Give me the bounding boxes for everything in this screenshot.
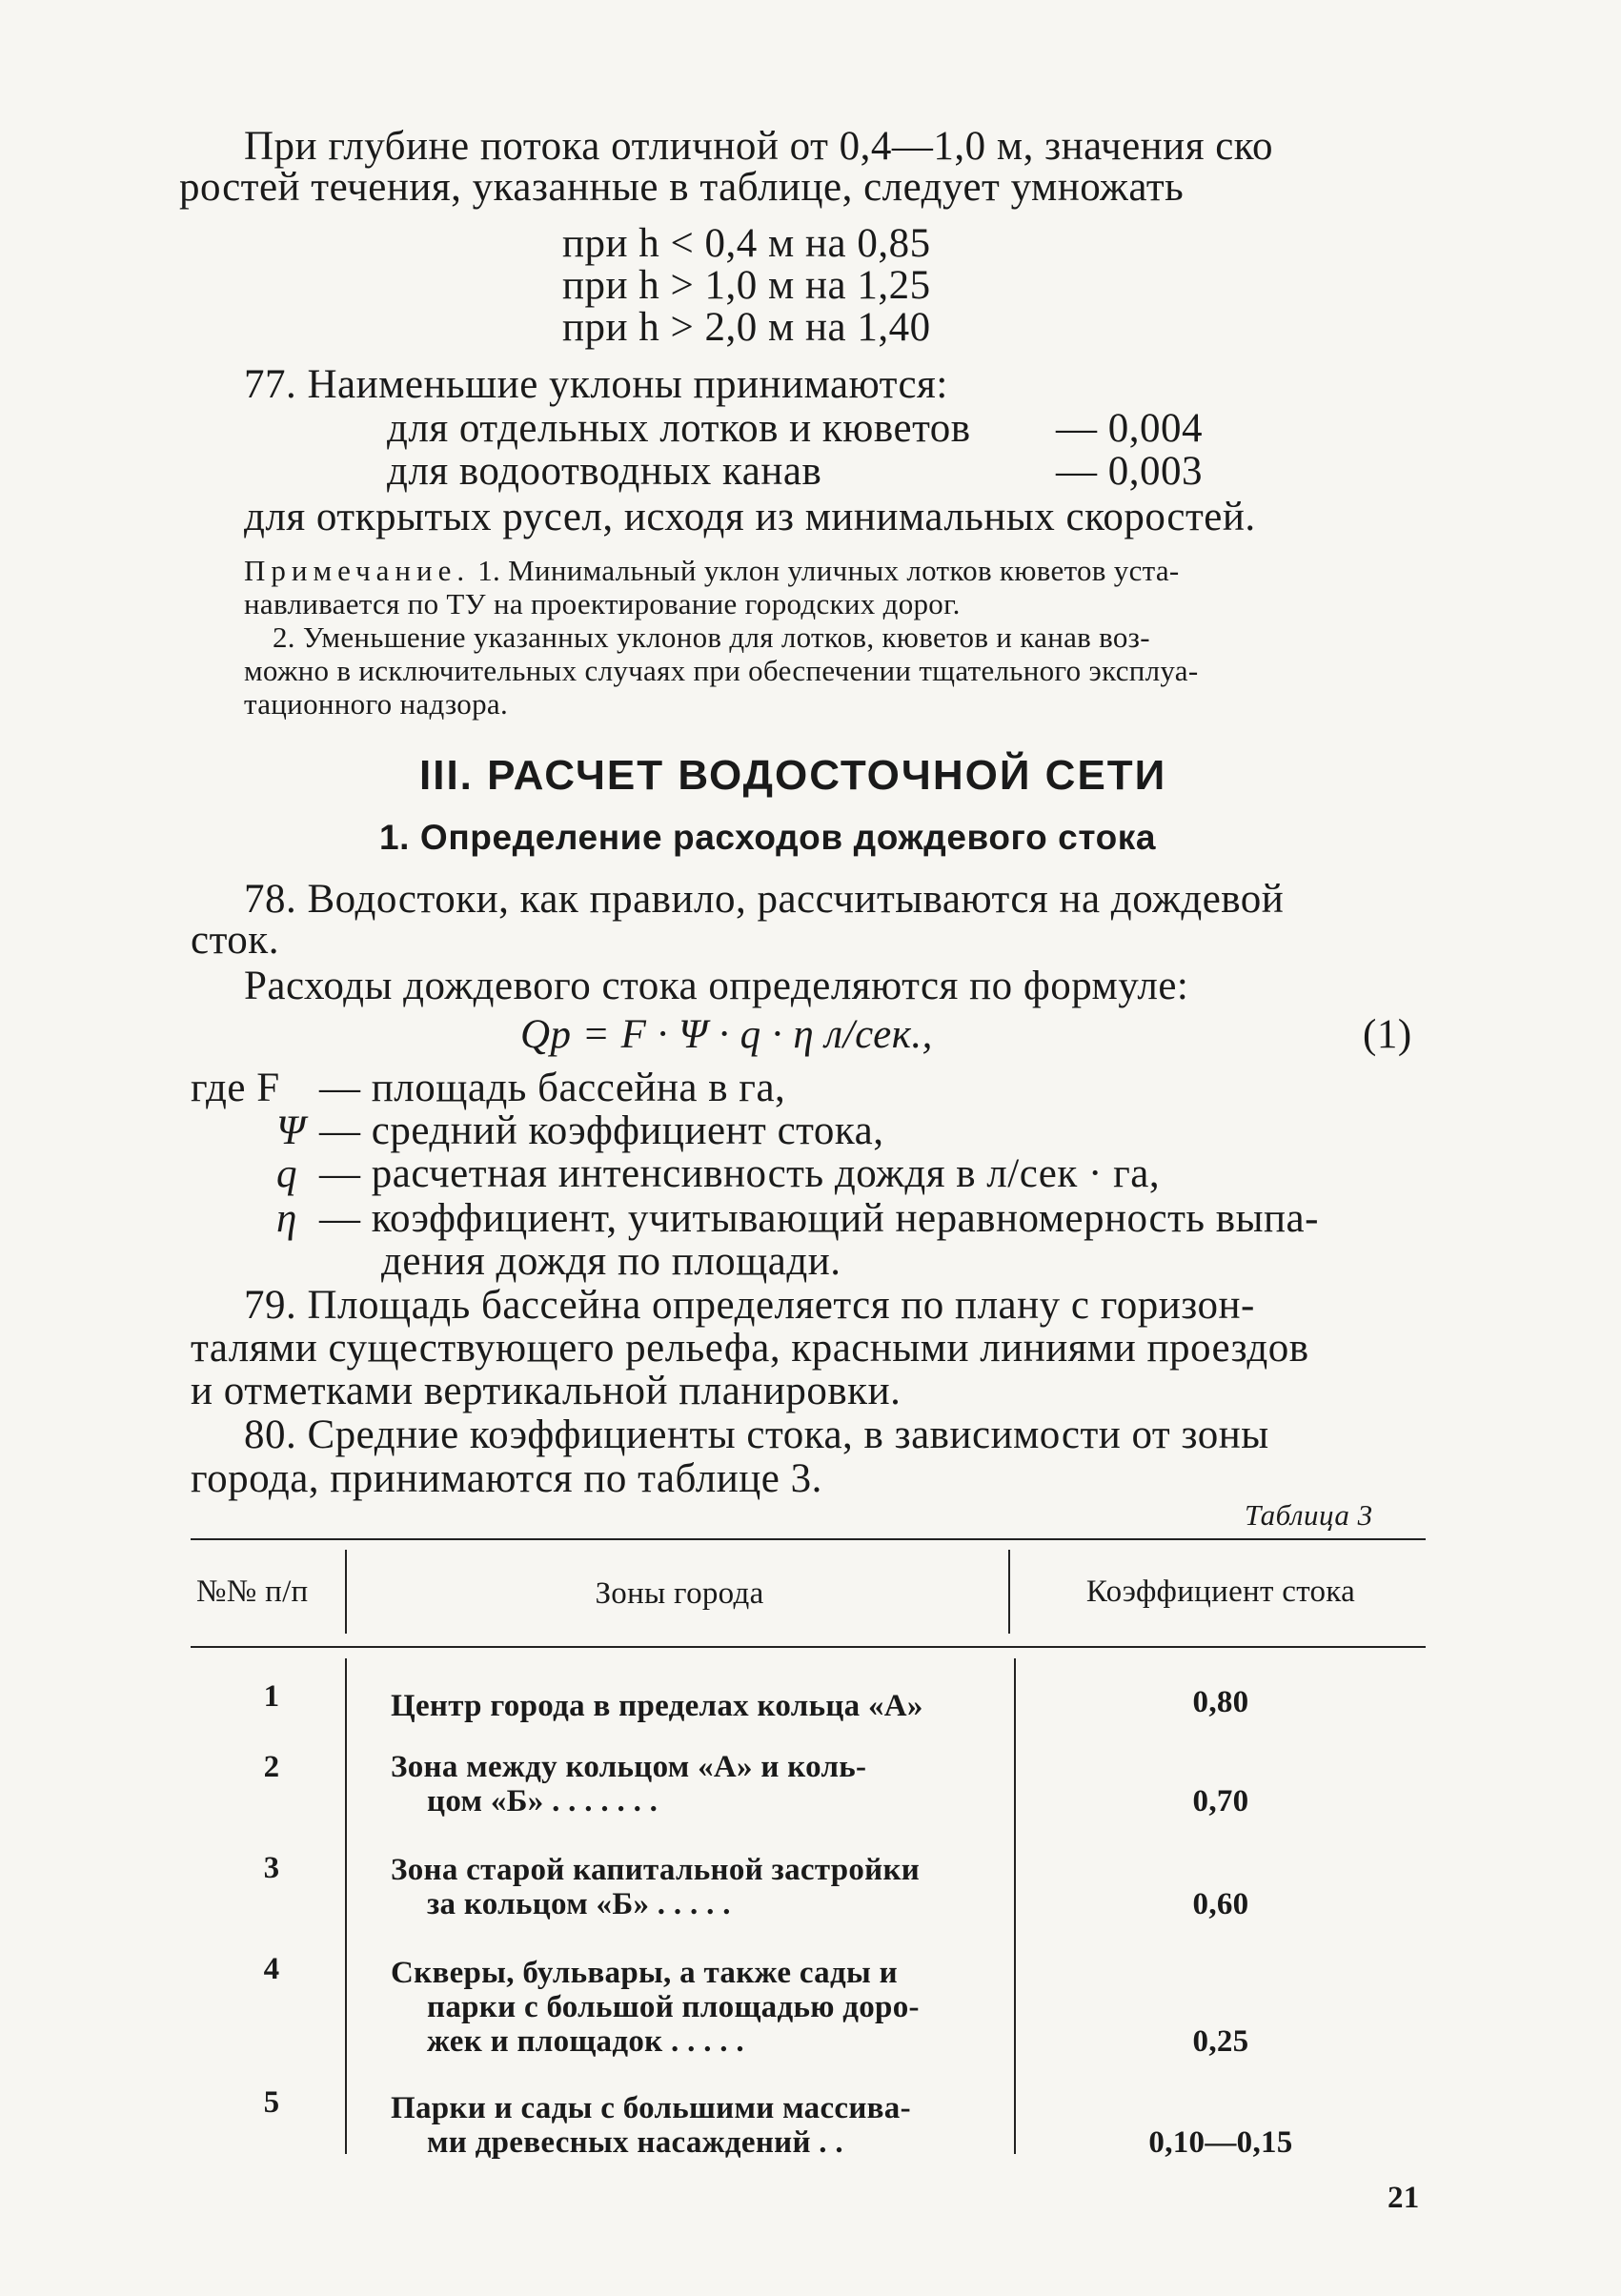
- item-77-line-3-value: — 0,003: [1056, 449, 1203, 494]
- page-number: 21: [1388, 2181, 1420, 2215]
- item-79-line-3: и отметками вертикальной планировки.: [191, 1369, 902, 1413]
- item-80-line-2: города, принимаются по таблице 3.: [191, 1456, 822, 1501]
- table-row-3-number: 3: [263, 1851, 280, 1885]
- table-row-5-zone-line-2: ми древесных насаждений . .: [427, 2125, 843, 2160]
- item-77-line-2-value: — 0,004: [1056, 406, 1203, 451]
- item-80-line-1: 80. Средние коэффициенты стока, в зависимости от зоны: [244, 1412, 1269, 1457]
- note-line-2: навливается по ТУ на проектирование городских дорог.: [244, 587, 961, 620]
- definition-eta-symbol: η: [276, 1196, 297, 1241]
- table-header-coefficient: Коэффициент стока: [1085, 1575, 1356, 1609]
- table-row-3-zone-line-2: за кольцом «Б» . . . . .: [427, 1887, 731, 1921]
- depth-paragraph-line-2: ростей течения, указанные в таблице, следует умножать: [179, 165, 1185, 210]
- table-row-5-coefficient: 0,10—0,15: [1148, 2125, 1293, 2160]
- note-line-1: [244, 556, 1180, 585]
- table-row-1-number: 1: [263, 1679, 280, 1714]
- table-row-3-coefficient: 0,60: [1192, 1887, 1249, 1921]
- definition-psi-symbol: Ψ: [276, 1108, 306, 1153]
- definition-q-symbol: q: [276, 1151, 297, 1196]
- definition-f-symbol: где F: [191, 1066, 280, 1110]
- depth-paragraph-line-1: При глубине потока отличной от 0,4—1,0 м, значения ско: [244, 124, 1274, 169]
- depth-factor-3: при h > 2,0 м на 1,40: [562, 305, 931, 350]
- table-row-2-number: 2: [263, 1750, 280, 1784]
- table-row-4-zone-line-3: жек и площадок . . . . .: [427, 2024, 744, 2059]
- table-row-4-zone-line-2: парки с большой площадью доро-: [427, 1990, 920, 2024]
- item-78-line-3: Расходы дождевого стока определяются по формуле:: [244, 964, 1189, 1008]
- note-line-5: тационного надзора.: [244, 687, 509, 721]
- item-79-line-1: 79. Площадь бассейна определяется по плану с горизон-: [244, 1283, 1255, 1328]
- definition-f-text: — площадь бассейна в га,: [319, 1066, 786, 1110]
- table-row-1-zone-line-1: Центр города в пределах кольца «А»: [391, 1689, 923, 1723]
- definition-psi-text: — средний коэффициент стока,: [319, 1108, 884, 1153]
- table-row-5-zone-line-1: Парки и сады с большими массива-: [391, 2091, 911, 2125]
- table-header-divider-1: [345, 1550, 347, 1634]
- table-caption: Таблица 3: [1245, 1498, 1373, 1532]
- table-row-4-number: 4: [263, 1952, 280, 1986]
- item-77-line-1: 77. Наименьшие уклоны принимаются:: [244, 362, 948, 407]
- table-row-2-zone-line-1: Зона между кольцом «А» и коль-: [391, 1750, 867, 1784]
- note-label: Примечание.: [244, 554, 471, 587]
- table-header-divider-2: [1008, 1550, 1010, 1634]
- depth-factor-1: при h < 0,4 м на 0,85: [562, 221, 931, 266]
- table-top-rule: [191, 1538, 1426, 1540]
- table-header-zone: Зоны города: [595, 1576, 764, 1611]
- runoff-formula: Qр = F · Ψ · q · η л/сек.,: [520, 1012, 933, 1057]
- table-row-2-coefficient: 0,70: [1192, 1784, 1249, 1819]
- table-row-1-coefficient: 0,80: [1192, 1685, 1249, 1719]
- item-77-line-2-label: для отдельных лотков и кюветов: [387, 406, 971, 451]
- note-line-4: можно в исключительных случаях при обеспечении тщательного эксплуа-: [244, 654, 1199, 687]
- depth-factor-2: при h > 1,0 м на 1,25: [562, 263, 931, 308]
- table-row-5-number: 5: [263, 2085, 280, 2120]
- section-title: III. РАСЧЕТ ВОДОСТОЧНОЙ СЕТИ: [419, 752, 1167, 799]
- item-79-line-2: талями существующего рельефа, красными линиями проездов: [191, 1326, 1309, 1371]
- table-body-divider-1: [345, 1658, 347, 2154]
- formula-number: (1): [1363, 1012, 1412, 1057]
- item-77-line-4: для открытых русел, исходя из минимальных скоростей.: [244, 495, 1256, 539]
- note-text-1: 1. Минимальный уклон уличных лотков кюветов уста-: [477, 554, 1180, 587]
- item-78-line-1: 78. Водостоки, как правило, рассчитываются на дождевой: [244, 877, 1285, 922]
- table-row-4-zone-line-1: Скверы, бульвары, а также сады и: [391, 1956, 898, 1990]
- item-77-line-3-label: для водоотводных канав: [387, 449, 822, 494]
- item-78-line-2: сток.: [191, 918, 279, 963]
- table-header-rule: [191, 1646, 1426, 1648]
- definition-eta-continuation: дения дождя по площади.: [381, 1239, 841, 1284]
- definition-q-text: — расчетная интенсивность дождя в л/сек · га,: [319, 1151, 1161, 1196]
- table-row-2-zone-line-2: цом «Б» . . . . . . .: [427, 1784, 659, 1819]
- table-row-3-zone-line-1: Зона старой капитальной застройки: [391, 1853, 921, 1887]
- note-line-3: 2. Уменьшение указанных уклонов для лотков, кюветов и канав воз-: [273, 620, 1150, 654]
- table-header-number: №№ п/п: [196, 1575, 309, 1609]
- table-row-4-coefficient: 0,25: [1192, 2024, 1249, 2059]
- definition-eta-text: — коэффициент, учитывающий неравномерность выпа-: [319, 1196, 1319, 1241]
- section-subtitle: 1. Определение расходов дождевого стока: [379, 818, 1157, 857]
